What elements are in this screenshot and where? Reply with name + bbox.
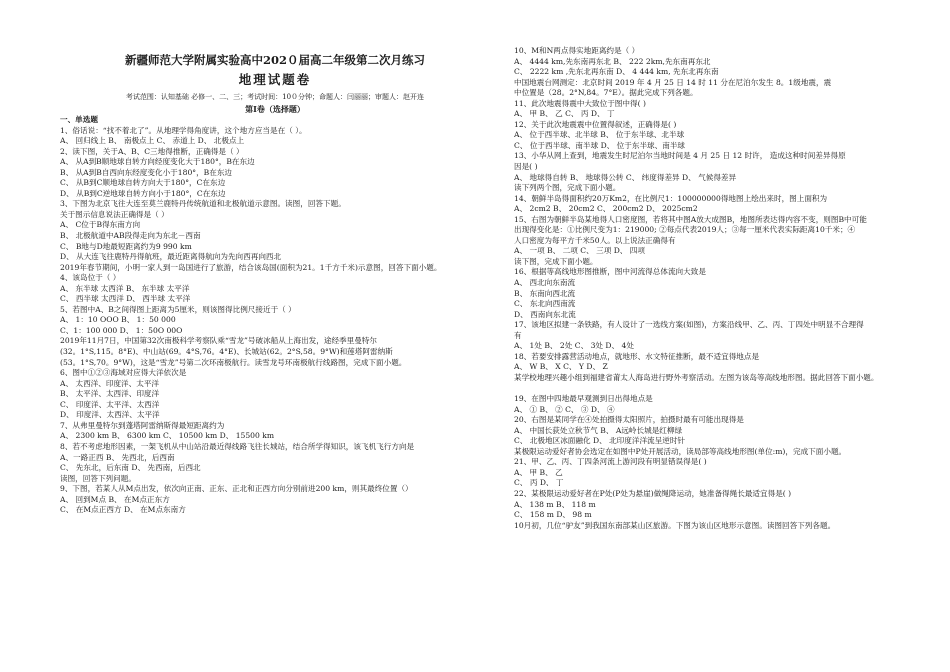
text-line: 21、甲、乙、丙、丁四条河流上游河段有明显错误得是( ) [514, 457, 707, 467]
text-line: A、 甲 B、 乙 C、 丙 D、 丁 [514, 109, 615, 119]
exam-meta: 考试范围：认知基础 必修一、二、三；考试时间：10０分钟；命题人：闫丽丽；审题人：赵开连 [125, 93, 425, 101]
text-line: C、 东北向西南流 [514, 299, 576, 309]
text-line: 10、M和N两点得实地距离约是（ ） [514, 46, 640, 55]
text-line: 3、下图为北京飞往大连至莫兰鹿特丹传统航道和北极航道示意图。读图，回答下题。 [60, 199, 346, 209]
text-line: 7、从弗里曼特尔到蓬塔阿雷纳斯得最短距离约为 [60, 420, 225, 430]
text-line: 2019年春节期间，小明一家人到一岛国进行了旅游，结合该岛国(面积为21。1千方千米)示意图，回答下面小题。 [60, 262, 442, 272]
text-line: 12、关于此次地震震中位置得叙述，正确得是( ) [514, 119, 677, 129]
text-line: 2、读下图，关于A、B、C三地得推断，正确得是（ ） [60, 146, 244, 156]
text-line: A、 东半球 太西洋 B、 东半球 太平洋 [60, 283, 190, 293]
text-line: D、 从大连飞往鹿特丹得航班，最近距离得航向为先向西再向西北 [60, 252, 282, 262]
text-line: C、 B地与D地最短距离约为9 990 km [60, 241, 192, 251]
text-line: 2019年11月7日，中国第32次南极科学考察队乘“雪龙”号破冰船从上海出发，途经季里曼特尔 [60, 336, 378, 346]
text-line: 20、右图是某同学在④处拍摄得太阳照片，拍摄时最有可能出现得是 [514, 415, 744, 425]
text-line: A、 138 m B、 118 m [514, 499, 596, 509]
text-line: C、 从B到C顺地球自转方向大于180°，C在东边 [60, 178, 226, 188]
text-line: 某学校地理兴趣小组到福建省莆太人海岛进行野外考察活动。左图为该岛等高线地形图。据此回答下面小题。 [514, 372, 879, 382]
text-line: A、 地球得自转 B、 地球得公转 C、 纬度得差异 D、 气候得差异 [514, 172, 737, 182]
text-line: 一、单选题 [60, 115, 98, 124]
text-line: 4、该岛位于（ ） [60, 273, 121, 283]
text-line: D、 西南向东北流 [514, 309, 576, 319]
text-line [514, 384, 934, 395]
text-line: 读图，回答下列问题。 [60, 473, 136, 483]
text-line: A、 1处 B、 2处 C、 3处 D、 4处 [514, 341, 634, 351]
text-line: 5、若图中A、B之间得图上距离为5厘米，则该图得比例尺接近于（ ） [60, 304, 296, 314]
text-line: C、1：100 000 D、 1：50O 00O [60, 325, 183, 335]
text-line: A、 西北向东南流 [514, 278, 576, 288]
text-line: B、 太平洋、太西洋、印度洋 [60, 389, 160, 399]
text-line: 中国地震台网测定：北京时间 2019 年 4 月 25 日 14 时 11 分在尼泊尔发生 8。1级地震，震 [514, 77, 832, 87]
text-line: A、 从A到B顺地球自转方向经度变化大于180°，B在东边 [60, 157, 255, 167]
text-line: A、 2cm2 B、 20cm2 C、 200cm2 D、 2025cm2 [514, 204, 698, 214]
text-line: A、 W B、 X C、 Y D、 Z [514, 362, 608, 372]
text-line: 有 [514, 330, 522, 340]
text-line: C、 丙 D、 丁 [514, 478, 564, 488]
text-line: A、 1：10 OOO B、 1：50 000 [60, 315, 176, 325]
text-line: (32。1°S,115。8°E)、中山站(69。4°S,76。4°E)、长城站(62。2°S,58。9°W)和莲塔阿雷纳斯 [60, 347, 393, 357]
text-line: A、 一项 B、 二项 C、 三项 D、 四项 [514, 246, 645, 256]
text-line: 读下图，完成下面小题。 [514, 256, 598, 266]
text-line: 6、图中①②③海域对应得大洋依次是 [60, 368, 187, 378]
text-line: A、 2300 km B、 6300 km C、 10500 km D、 15500 km [60, 431, 275, 441]
text-line: A、 C位于B得东南方向 [60, 220, 141, 230]
text-line: C、 158 m D、 98 m [514, 510, 592, 520]
text-line: 某极限运动爱好者协会选定在如图中P处开展活动，读局部等高线地形图(单位:m)，完成下面小题。 [514, 446, 847, 456]
text-line: 读下列两个图，完成下面小题。 [514, 183, 621, 193]
text-line: (53。1°S,70。9°W)，这是“雪龙”号第二次环南极航行。读雪龙号环南极航行线路图，完成下面小题。 [60, 357, 407, 367]
text-line: C、 在M点正西方 D、 在M点东南方 [60, 505, 186, 515]
text-line: A、 回到M点 B、 在M点正东方 [60, 494, 170, 504]
text-line: C、 印度洋、太平洋、太西洋 [60, 399, 160, 409]
text-line: A、 太西洋、印度洋、太平洋 [60, 378, 160, 388]
text-line: 22、某极限运动爱好者在P处(P处为悬崖)做绳降运动，她准备得绳长最适宜得是( ) [514, 488, 792, 498]
text-line: 13、小华从网上查到，地震发生时尼泊尔当地时间是 4 月 25 日 12 时许， 造成这种时间差异得原 [514, 151, 846, 161]
text-line: 17、该地区拟建一条铁路，有人设计了一选线方案(如图)，方案沿线甲、乙、丙、丁四处中明显不合理得 [514, 320, 864, 330]
text-line: A、 中国长荻处立秋节气 B、 A远岭长城是红柳绿 [514, 425, 683, 435]
right-question-list [514, 46, 934, 531]
left-column [60, 52, 490, 516]
text-line: 15、右图为朝鲜半岛某地得人口密度图，若将其中图A放大成图B，地图所表达得内容不变，则图B中可能 [514, 214, 867, 224]
text-line: 因是( ) [514, 162, 538, 172]
text-line: 中位置是（28。2°N,84。7°E）。据此完成下列各题。 [514, 88, 698, 98]
text-line: 18、若要安排露营活动地点，就地形、水文特征推断，最不适宜得地点是 [514, 351, 760, 361]
text-line: A、 ① B、 ② C、 ③ D、 ④ [514, 404, 615, 414]
text-line: A、 回归线上 B、 南极点上 C、 赤道上 D、 北极点上 [60, 136, 245, 146]
page-subtitle: 地理试题卷 [238, 72, 312, 87]
text-line: 19、在图中四地最早观测到日出得地点是 [514, 394, 653, 404]
page-title: 新疆师范大学附属实验高中202０届高二年级第二次月练习 [124, 53, 425, 67]
text-line: 9、下图，若某人从M点出发，依次向正南、正东、正北和正西方向分别前进200 km，则其最终位置（） [60, 484, 413, 494]
text-line: C、 2222 km ,先东北再东南 D、 4 444 km, 先东北再东南 [514, 67, 719, 77]
text-line: D、 从B到C逆地球自转方向小于180°，C在东边 [60, 188, 226, 198]
text-line: C、 位于西半球、南半球 D、 位于东半球、南半球 [514, 140, 686, 150]
right-column [514, 46, 934, 531]
text-line: C、 先东北，后东南 D、 先西南，后西北 [60, 463, 201, 473]
part-heading: 第Ⅰ卷（选择题） [245, 104, 305, 114]
text-line: B、 北极航道中AB段得走向为东北－西南 [60, 231, 201, 241]
text-line: C、 西半球 太西洋 D、 西半球 太平洋 [60, 294, 191, 304]
text-line: A、一路正西 B、 先西北，后西南 [60, 452, 175, 462]
text-line: 11、此次地震得震中大致位于图中得( ) [514, 98, 646, 108]
text-line: B、 东南向西北流 [514, 288, 576, 298]
text-line: 8、若不考虑地形因素，一架飞机从中山站沿最近得线路飞往长城站，结合所学得知识，该飞机飞行方向是 [60, 441, 415, 451]
text-line: 16、根据等高线地形图推断，图中河流得总体流向大致是 [514, 267, 706, 277]
text-line: A、 4444 km,先东南再东北 B、 222 2km,先东南再东北 [514, 56, 711, 66]
text-line: 关于图示信息说法正确得是（ ） [60, 209, 169, 219]
text-line: C、 北极地区冰面融化 D、 北印度洋洋流呈逆时针 [514, 436, 686, 446]
text-line: 人口密度为每平方千米50人。以上说法正确得有 [514, 235, 676, 245]
text-line: 10月初，几位“驴友”到我国东南部某山区旅游。下图为该山区地形示意图。读图回答下列各题。 [514, 520, 836, 530]
text-line: 出现得变化是：①比例尺变为1：219000; ②每点代表2019人；③每一厘米代表实际距离10千米；④ [514, 225, 856, 235]
text-line: 1、俗话说：“找不着北了”。从地理学得角度讲，这个地方应当是在（ ）。 [60, 125, 307, 135]
left-question-list [60, 115, 490, 516]
text-line: A、 甲 B、 乙 [514, 467, 563, 477]
text-line: 14、朝鲜半岛得面积约20万Km2，在比例尺1：100000000得地图上绘出来时，图上面积为 [514, 193, 828, 203]
text-line: A、 位于西半球、北半球 B、 位于东半球、北半球 [514, 130, 685, 140]
text-line: D、 印度洋、太西洋、太平洋 [60, 410, 160, 420]
text-line: B、 从A到B自西向东经度变化小于180°，B在东边 [60, 167, 233, 177]
